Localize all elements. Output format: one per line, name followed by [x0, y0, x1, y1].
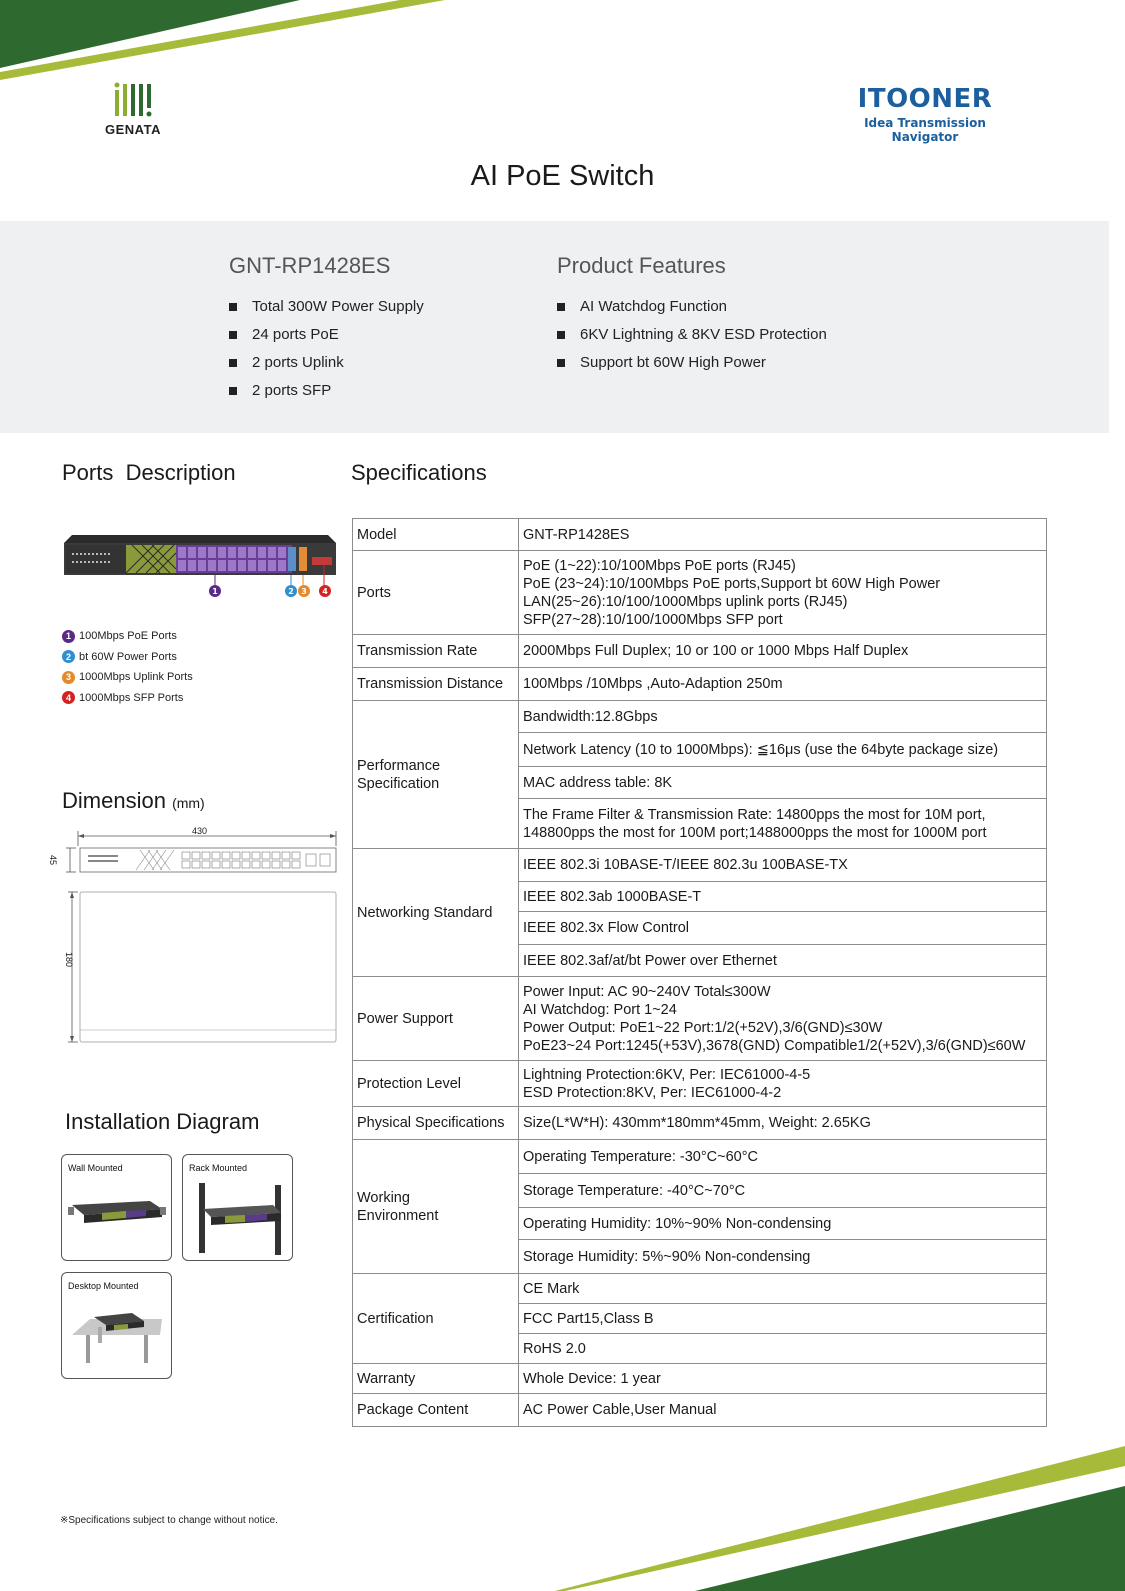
legend-item: 3 1000Mbps Uplink Ports — [62, 667, 193, 688]
square-bullet-icon — [229, 359, 237, 367]
spec-label: Protection Level — [353, 1061, 519, 1107]
spec-value-line: FCC Part15,Class B — [523, 1310, 654, 1327]
spec-label: Transmission Distance — [353, 668, 519, 701]
spec-row — [353, 1364, 1047, 1394]
square-bullet-icon — [557, 303, 565, 311]
spec-value — [519, 1174, 1047, 1208]
spec-value-line: IEEE 802.3i 10BASE-T/IEEE 802.3u 100BASE-TX — [523, 857, 848, 873]
spec-value-line: Whole Device: 1 year — [523, 1370, 661, 1387]
legend-number-badge: 4 — [62, 691, 75, 704]
dimension-unit: (mm) — [172, 795, 205, 811]
spec-label-line: Performance — [357, 757, 441, 774]
spec-value-line: ESD Protection:8KV, Per: IEC61000-4-2 — [523, 1084, 782, 1101]
spec-value-line: 2000Mbps Full Duplex; 10 or 100 or 1000 Mbps Half Duplex — [523, 643, 909, 659]
spec-value-line: GNT-RP1428ES — [523, 526, 630, 543]
spec-value — [519, 1107, 1047, 1140]
spec-row — [353, 1061, 1047, 1107]
spec-value — [519, 551, 1047, 635]
genata-logo — [98, 82, 168, 137]
spec-value — [519, 1240, 1047, 1274]
dimension-title: Dimension (mm) — [62, 788, 205, 813]
spec-value-line: 100Mbps /10Mbps ,Auto-Adaption 250m — [523, 676, 783, 692]
spec-value — [519, 1304, 1047, 1334]
spec-value-line: MAC address table: 8K — [523, 774, 673, 791]
spec-value-line: Storage Humidity: 5%~90% Non-condensing — [523, 1248, 811, 1265]
spec-row — [353, 701, 1047, 733]
features-column — [557, 253, 827, 377]
top-corner-decoration — [0, 0, 460, 100]
svg-text:3: 3 — [301, 587, 307, 596]
legend-item: 2 bt 60W Power Ports — [62, 647, 193, 668]
itooner-logo-subtitle: Idea Transmission Navigator — [864, 116, 986, 144]
wall-mounted-label: Wall Mounted — [68, 1163, 123, 1173]
spec-value — [519, 519, 1047, 551]
page-title: AI PoE Switch — [470, 160, 655, 192]
spec-label: Warranty — [353, 1364, 519, 1394]
switch-front-panel-image — [62, 533, 338, 599]
spec-label-line: Environment — [357, 1207, 439, 1224]
spec-row — [353, 635, 1047, 668]
spec-value-line: Power Input: AC 90~240V Total≤300W — [523, 983, 771, 1000]
spec-value-line: 148800pps the most for 100M port;1488000pps the most for 1000M port — [523, 824, 987, 841]
spec-row — [353, 668, 1047, 701]
spec-label: Package Content — [353, 1394, 519, 1427]
spec-value — [519, 767, 1047, 799]
spec-value-line: IEEE 802.3x Flow Control — [523, 920, 690, 936]
spec-value-line: SFP(27~28):10/100/1000Mbps SFP port — [523, 611, 783, 628]
desktop-mounted-card — [61, 1272, 172, 1379]
genata-logo-text: GENATA — [105, 122, 161, 137]
itooner-logo — [830, 84, 1020, 144]
svg-text:1: 1 — [212, 587, 218, 596]
spec-row — [353, 1140, 1047, 1174]
spec-label: Transmission Rate — [353, 635, 519, 668]
spec-value — [519, 1394, 1047, 1427]
model-feature-item: 2 ports Uplink — [229, 349, 424, 377]
spec-label: Certification — [353, 1274, 519, 1364]
product-feature-item: Support bt 60W High Power — [557, 349, 827, 377]
spec-value — [519, 799, 1047, 849]
dimension-height-label: 45 — [48, 855, 58, 866]
legend-item: 4 1000Mbps SFP Ports — [62, 688, 193, 709]
spec-value-line: IEEE 802.3af/at/bt Power over Ethernet — [523, 952, 777, 969]
spec-value — [519, 945, 1047, 977]
itooner-logo-title: ITOONER — [857, 84, 993, 114]
model-feature-item: 24 ports PoE — [229, 321, 424, 349]
spec-row — [353, 551, 1047, 635]
spec-row — [353, 1107, 1047, 1140]
spec-value-line: Network Latency (10 to 1000Mbps): ≦16μs (use the 64byte package size) — [523, 741, 999, 758]
spec-value — [519, 912, 1047, 945]
spec-row — [353, 1394, 1047, 1427]
spec-value — [519, 668, 1047, 701]
spec-value-line: PoE23~24 Port:1245(+53V),3678(GND) Compatible1/2(+52V),3/6(GND)≤60W — [523, 1037, 1026, 1054]
spec-row — [353, 977, 1047, 1061]
spec-row — [353, 519, 1047, 551]
spec-value-line: Lightning Protection:6KV, Per: IEC61000-4-5 — [523, 1066, 811, 1083]
square-bullet-icon — [557, 331, 565, 339]
spec-value-line: AI Watchdog: Port 1~24 — [523, 1001, 677, 1018]
spec-value-line: IEEE 802.3ab 1000BASE-T — [523, 888, 702, 905]
legend-item: 1 100Mbps PoE Ports — [62, 626, 193, 647]
dimension-depth-label: 180 — [64, 952, 74, 968]
installation-diagram-title: Installation Diagram — [65, 1109, 260, 1134]
spec-value — [519, 1140, 1047, 1174]
bottom-corner-decoration — [555, 1446, 1125, 1591]
spec-value — [519, 977, 1047, 1061]
spec-label: Ports — [353, 551, 519, 635]
model-feature-item: 2 ports SFP — [229, 377, 424, 405]
spec-label: Power Support — [353, 977, 519, 1061]
genata-logo-mark-icon — [113, 82, 153, 118]
spec-value — [519, 733, 1047, 767]
spec-value-line: Operating Humidity: 10%~90% Non-condensing — [523, 1215, 832, 1232]
square-bullet-icon — [229, 387, 237, 395]
rack-mounted-card — [182, 1154, 293, 1261]
legend-number-badge: 1 — [62, 630, 75, 643]
spec-value — [519, 1364, 1047, 1394]
spec-value-line: Storage Temperature: -40°C~70°C — [523, 1182, 746, 1199]
spec-label-line: Specification — [357, 775, 440, 792]
spec-value-line: AC Power Cable,User Manual — [523, 1402, 717, 1418]
spec-value — [519, 635, 1047, 668]
spec-value-line: Size(L*W*H): 430mm*180mm*45mm, Weight: 2.65KG — [523, 1115, 871, 1131]
square-bullet-icon — [229, 331, 237, 339]
spec-value-line: Power Output: PoE1~22 Port:1/2(+52V),3/6(GND)≤30W — [523, 1019, 883, 1036]
model-feature-item: Total 300W Power Supply — [229, 293, 424, 321]
spec-value-line: Operating Temperature: -30°C~60°C — [523, 1148, 758, 1165]
spec-label: Physical Specifications — [353, 1107, 519, 1140]
specifications-table — [352, 518, 1047, 1427]
spec-value — [519, 882, 1047, 912]
rack-mounted-label: Rack Mounted — [189, 1163, 248, 1173]
spec-label: Networking Standard — [353, 849, 519, 977]
spec-label: Model — [353, 519, 519, 551]
product-feature-item: AI Watchdog Function — [557, 293, 827, 321]
dimension-width-label: 430 — [192, 826, 208, 836]
spec-value — [519, 1334, 1047, 1364]
square-bullet-icon — [229, 303, 237, 311]
spec-value — [519, 701, 1047, 733]
spec-value — [519, 1208, 1047, 1240]
spec-label — [353, 1140, 519, 1274]
spec-value-line: Bandwidth:12.8Gbps — [523, 708, 658, 725]
ports-legend — [62, 626, 193, 708]
model-column — [229, 253, 424, 405]
spec-value-line: RoHS 2.0 — [523, 1340, 586, 1357]
features-heading: Product Features — [557, 253, 726, 278]
legend-number-badge: 3 — [62, 671, 75, 684]
footnote: ※Specifications subject to change without notice. — [60, 1515, 278, 1526]
product-summary-band — [0, 221, 1109, 433]
spec-label — [353, 701, 519, 849]
spec-value-line: The Frame Filter & Transmission Rate: 14800pps the most for 10M port, — [523, 806, 986, 823]
spec-label-line: Working — [357, 1189, 410, 1206]
dimension-drawing — [60, 824, 340, 1050]
model-heading: GNT-RP1428ES — [229, 253, 391, 278]
spec-value-line: CE Mark — [523, 1280, 580, 1297]
square-bullet-icon — [557, 359, 565, 367]
desktop-mounted-label: Desktop Mounted — [68, 1281, 139, 1291]
spec-value — [519, 1061, 1047, 1107]
wall-mounted-card — [61, 1154, 172, 1261]
spec-row — [353, 1274, 1047, 1304]
ports-description-title: Ports Description — [62, 460, 236, 485]
spec-value — [519, 1274, 1047, 1304]
spec-value — [519, 849, 1047, 882]
spec-value-line: PoE (1~22):10/100Mbps PoE ports (RJ45) — [523, 557, 796, 574]
legend-number-badge: 2 — [62, 650, 75, 663]
specifications-title: Specifications — [351, 460, 487, 485]
spec-row — [353, 849, 1047, 882]
product-feature-item: 6KV Lightning & 8KV ESD Protection — [557, 321, 827, 349]
spec-value-line: PoE (23~24):10/100Mbps PoE ports,Support bt 60W High Power — [523, 575, 941, 592]
spec-value-line: LAN(25~26):10/100/1000Mbps uplink ports (RJ45) — [523, 593, 848, 610]
svg-text:4: 4 — [322, 587, 328, 596]
svg-text:2: 2 — [288, 587, 294, 596]
